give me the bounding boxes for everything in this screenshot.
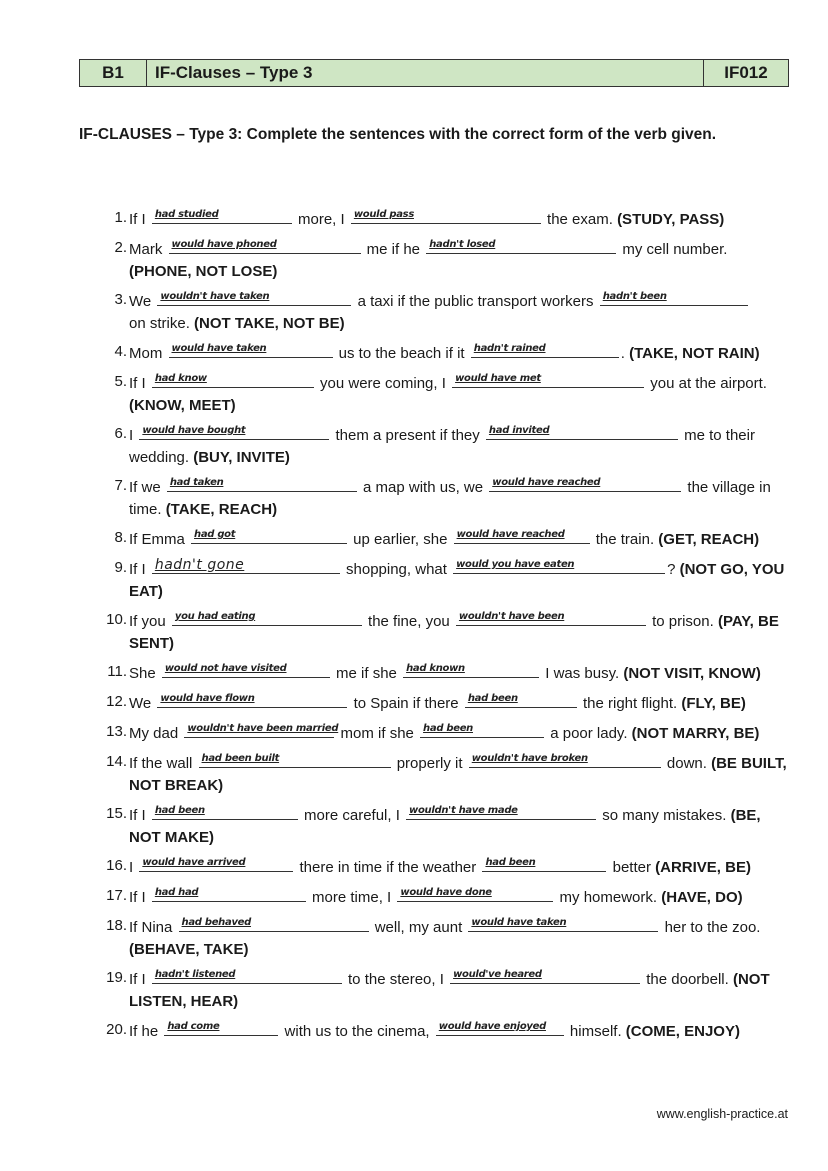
answer-blank[interactable]: you had eating	[172, 609, 362, 626]
answer-blank[interactable]: would not have visited	[162, 661, 330, 678]
answer-blank[interactable]: would have done	[397, 885, 553, 902]
item-number: 12.	[106, 693, 127, 710]
item-number: 13.	[106, 723, 127, 740]
item-number: 4.	[114, 343, 127, 360]
item-number: 7.	[114, 477, 127, 494]
answer-blank[interactable]: wouldn't have broken	[469, 751, 661, 768]
item-number: 20.	[106, 1021, 127, 1038]
answer-blank[interactable]: would have bought	[139, 423, 329, 440]
answer-blank[interactable]: would you have eaten	[453, 557, 665, 574]
answer-blank[interactable]: would've heared	[450, 967, 640, 984]
answer-blank[interactable]: would have arrived	[139, 855, 293, 872]
answer-blank[interactable]: had come	[164, 1019, 278, 1036]
item-number: 16.	[106, 857, 127, 874]
answer-blank[interactable]: had had	[152, 885, 306, 902]
item-number: 14.	[106, 753, 127, 770]
answer-blank[interactable]: had been	[482, 855, 606, 872]
item-number: 8.	[114, 529, 127, 546]
worksheet-code: IF012	[724, 63, 768, 82]
item-number: 5.	[114, 373, 127, 390]
answer-blank[interactable]: had studied	[152, 207, 292, 224]
item-number: 1.	[114, 209, 127, 226]
item-number: 2.	[114, 239, 127, 256]
item-number: 18.	[106, 917, 127, 934]
answer-blank[interactable]: hadn't losed	[426, 237, 616, 254]
item-number: 11.	[107, 663, 127, 680]
worksheet-title: IF-Clauses – Type 3	[147, 60, 704, 86]
answer-blank[interactable]: had been built	[199, 751, 391, 768]
item-number: 6.	[114, 425, 127, 442]
answer-blank[interactable]: would have phoned	[169, 237, 361, 254]
answer-blank[interactable]: had been	[420, 721, 544, 738]
instructions: IF-CLAUSES – Type 3: Complete the sentences with the correct form of the verb given.	[79, 126, 717, 143]
answer-blank[interactable]: had got	[191, 527, 347, 544]
answer-blank[interactable]: had been	[152, 803, 298, 820]
answer-blank[interactable]: had behaved	[179, 915, 369, 932]
item-number: 9.	[114, 559, 127, 576]
answer-blank[interactable]: had known	[403, 661, 539, 678]
answer-blank[interactable]: had been	[465, 691, 577, 708]
answer-blank[interactable]: wouldn't have taken	[157, 289, 351, 306]
answer-blank[interactable]: had know	[152, 371, 314, 388]
answer-blank[interactable]: would have enjoyed	[436, 1019, 564, 1036]
answer-blank[interactable]: would have taken	[169, 341, 333, 358]
item-number: 17.	[106, 887, 127, 904]
item-number: 10.	[106, 611, 127, 628]
answer-blank[interactable]: would pass	[351, 207, 541, 224]
answer-blank[interactable]: would have met	[452, 371, 644, 388]
answer-blank[interactable]: would have reached	[454, 527, 590, 544]
worksheet-header	[79, 59, 789, 87]
answer-blank[interactable]: hadn't gone	[152, 557, 340, 574]
item-number: 15.	[106, 805, 127, 822]
item-number: 19.	[106, 969, 127, 986]
footer-url: www.english-practice.at	[656, 1107, 788, 1121]
level-label: B1	[80, 60, 147, 86]
item-number: 3.	[114, 291, 127, 308]
answer-blank[interactable]: wouldn't have been	[456, 609, 646, 626]
answer-blank[interactable]: wouldn't have been married	[184, 721, 334, 738]
answer-blank[interactable]: had taken	[167, 475, 357, 492]
answer-blank[interactable]: would have taken	[468, 915, 658, 932]
answer-blank[interactable]: would have flown	[157, 691, 347, 708]
answer-blank[interactable]: wouldn't have made	[406, 803, 596, 820]
answer-blank[interactable]: hadn't been	[600, 289, 748, 306]
answer-blank[interactable]: hadn't rained	[471, 341, 619, 358]
answer-blank[interactable]: had invited	[486, 423, 678, 440]
answer-blank[interactable]: would have reached	[489, 475, 681, 492]
answer-blank[interactable]: hadn't listened	[152, 967, 342, 984]
